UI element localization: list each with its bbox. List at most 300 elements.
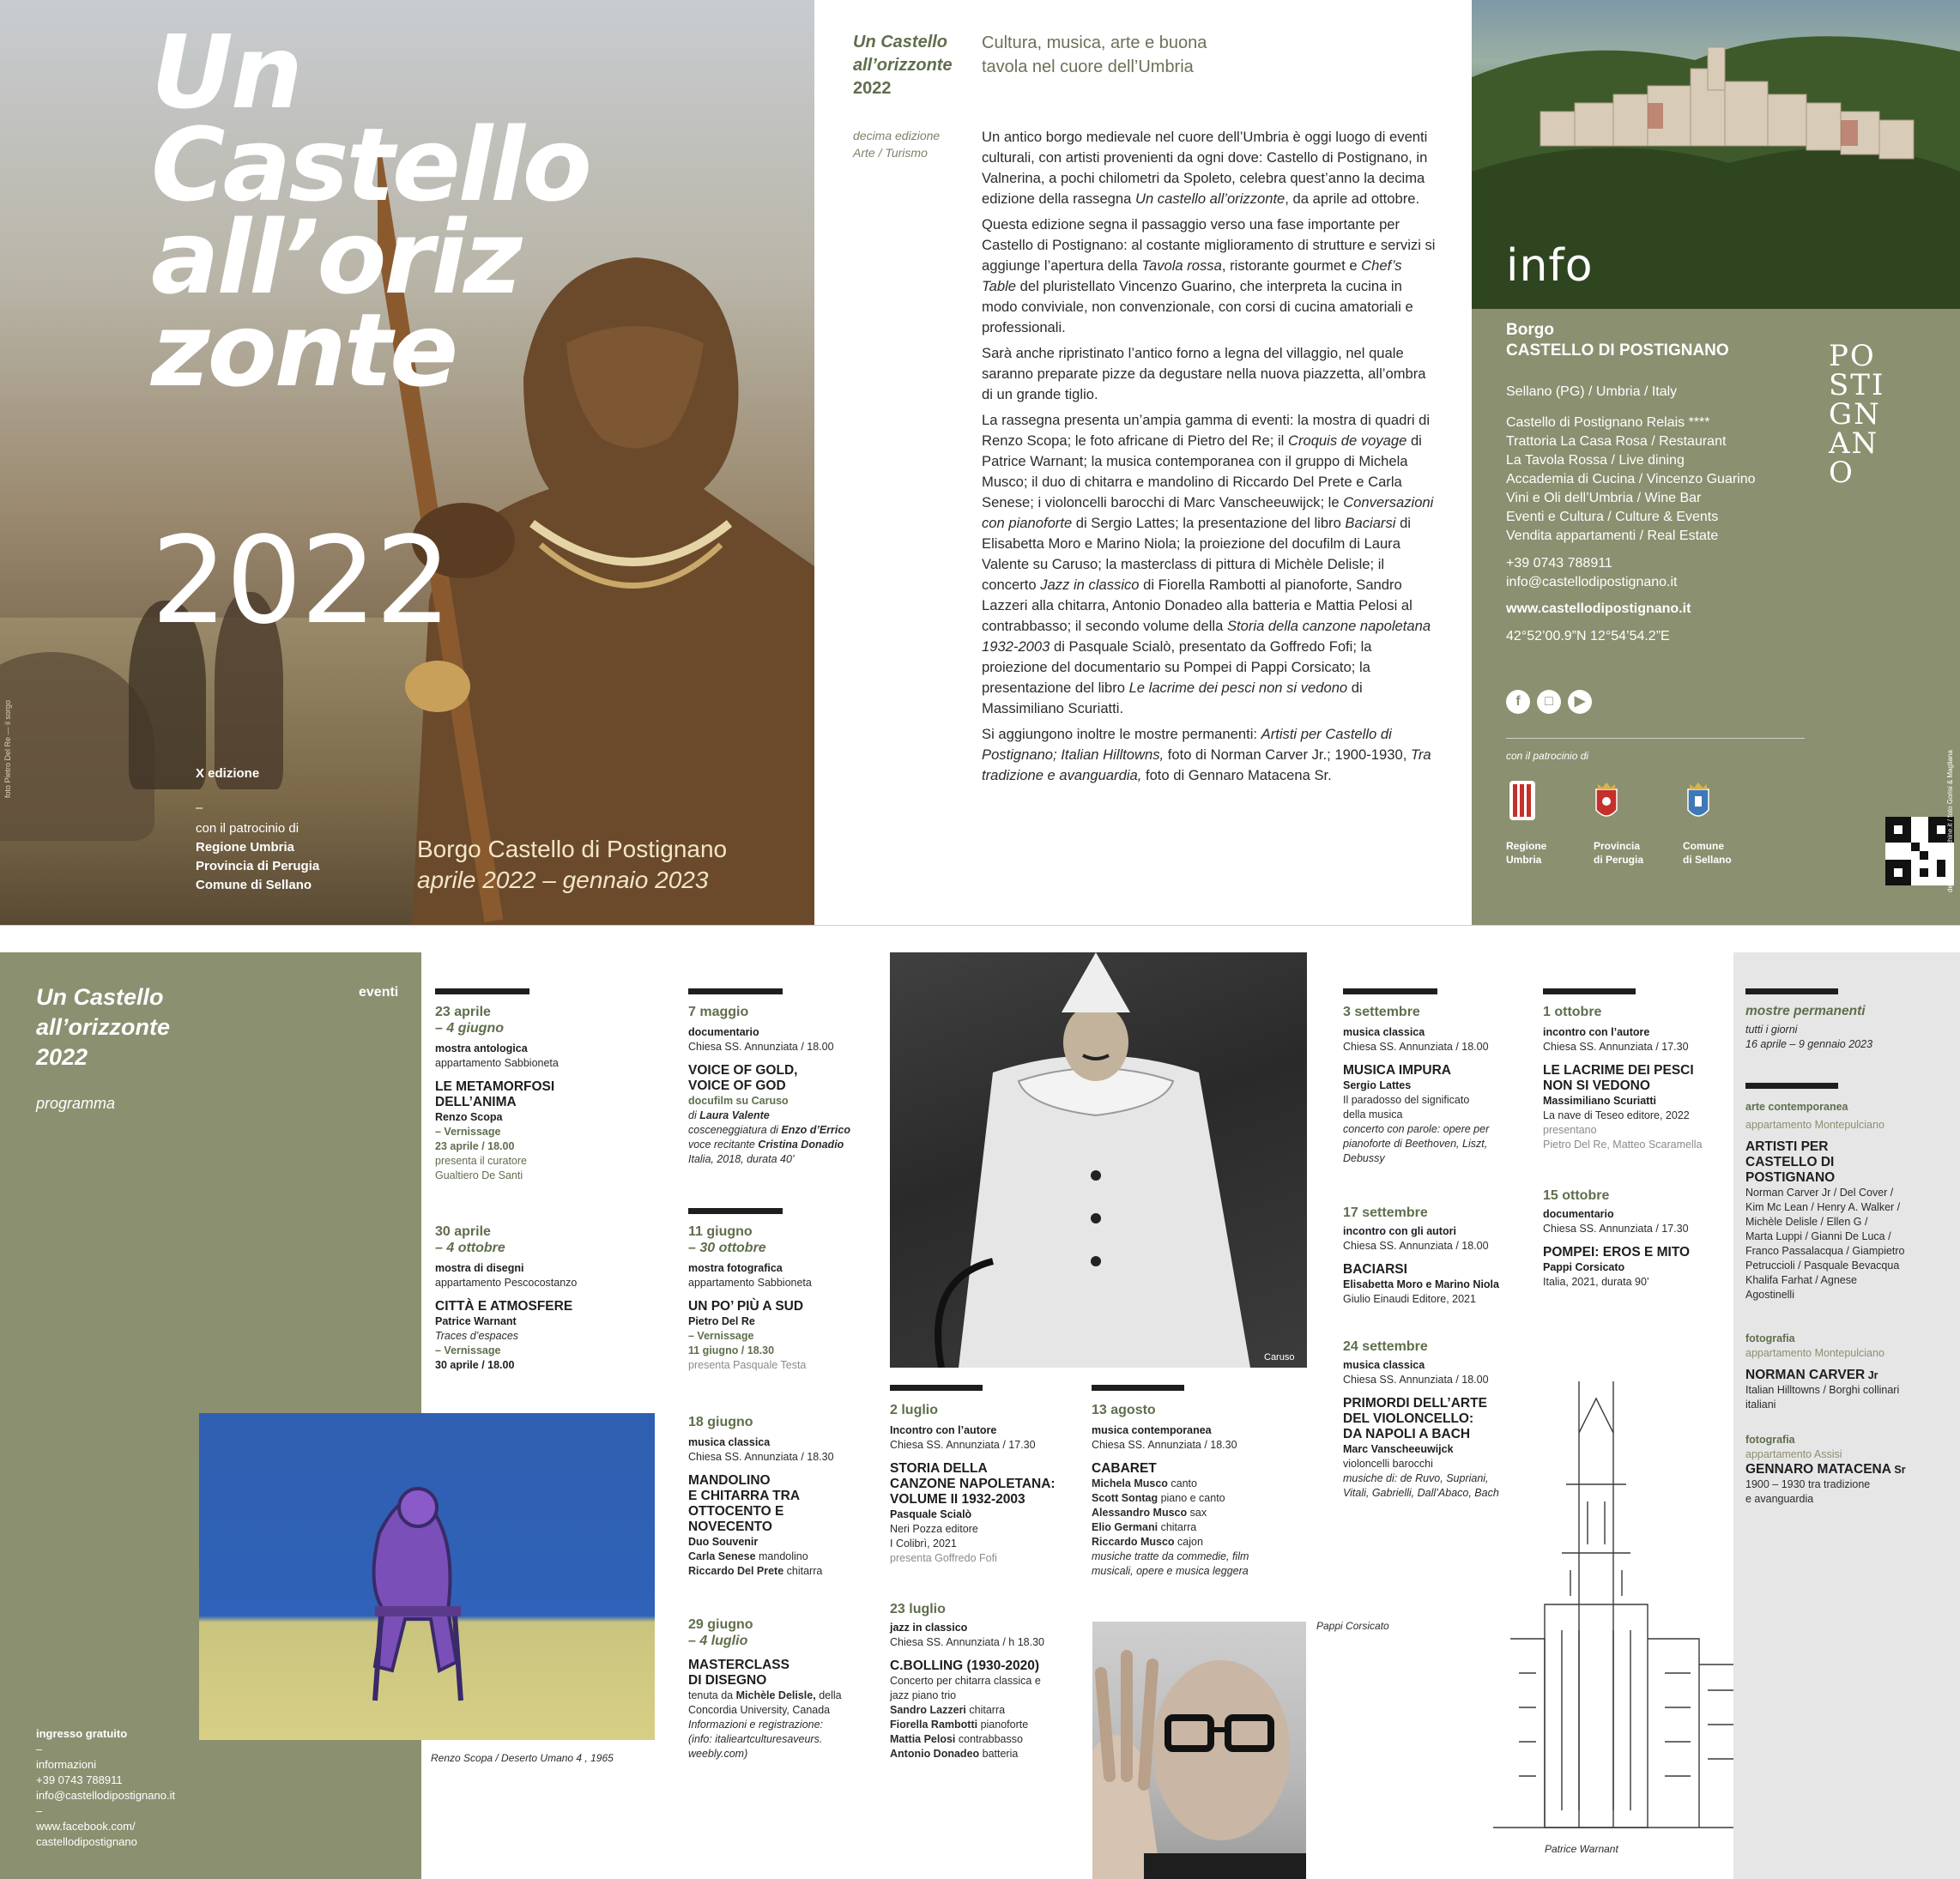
event-card	[435, 1004, 641, 1183]
text: di	[688, 1109, 700, 1121]
intro-edition-line: Arte / Turismo	[853, 146, 928, 160]
crest-label-line: Umbria	[1506, 854, 1542, 866]
event-artist: Pappi Corsicato	[1543, 1261, 1625, 1273]
event-note: Neri Pozza editore	[890, 1523, 978, 1535]
event-place: Chiesa SS. Annunziata / 18.30	[1092, 1439, 1237, 1451]
caruso-photo	[890, 952, 1307, 1368]
performer-role: batteria	[979, 1748, 1019, 1760]
artist-list-line: Norman Carver Jr / Del Cover /	[1745, 1187, 1894, 1199]
cover-place	[417, 834, 727, 896]
event-note	[688, 1123, 886, 1138]
text: di Pasquale Scialò, presentato da Goffredo Fofi; la proiezione del documentario su Pompei di Pappi Corsicato; la presentazione del libro	[982, 638, 1372, 696]
event-title: BACIARSI	[1343, 1262, 1407, 1277]
service-item: Castello di Postignano Relais ****	[1506, 415, 1710, 430]
event-note: presenta Goffredo Fofi	[890, 1552, 997, 1564]
event-info[interactable]: weebly.com)	[688, 1748, 748, 1760]
cover-place-name: Borgo Castello di Postignano	[417, 836, 728, 862]
event-author	[688, 1109, 886, 1123]
event-bar	[1543, 988, 1636, 994]
exhibition-title-suffix: Sr	[1890, 1464, 1906, 1476]
text: Un antico borgo medievale nel cuore dell’Umbria è oggi luogo di eventi culturali, con artisti provenienti da ogni dove: Castello di Postignano, in Valnerina, a pochi chilometri da Spoleto, celebra quest’anno la decima edizione della rassegna	[982, 129, 1428, 207]
performer	[688, 1550, 886, 1564]
event-date: 29 giugno	[688, 1617, 753, 1632]
vernissage-label: – Vernissage	[435, 1126, 501, 1138]
text: voce recitante	[688, 1139, 759, 1151]
event-title-line: CANZONE NAPOLETANA:	[890, 1477, 1056, 1491]
event-note: Pietro Del Re, Matteo Scaramella	[1543, 1139, 1703, 1151]
design-credit: design: aftermachine.it / foto Gorisi & Magliana	[1946, 750, 1954, 892]
text: di Massimiliano Scuriatti.	[982, 680, 1363, 716]
event-date-end: – 30 ottobre	[688, 1241, 766, 1255]
performer-role: chitarra	[1158, 1521, 1197, 1533]
sellano-crest-icon	[1685, 781, 1711, 824]
event-bar	[1092, 1385, 1184, 1391]
text: Si aggiungono inoltre le mostre permanenti:	[982, 726, 1261, 742]
pappi-photo	[1092, 1622, 1306, 1879]
cover-title	[151, 13, 769, 409]
event-card	[688, 1414, 886, 1579]
event-note: concerto con parole: opere per	[1343, 1123, 1490, 1135]
intro-title-line: Un Castello	[853, 33, 948, 51]
permanent-dates: 16 aprile – 9 gennaio 2023	[1745, 1038, 1873, 1050]
event-kind: mostra antologica	[435, 1042, 528, 1054]
cover-photo-credit: foto Pietro Del Re — il sorgo	[3, 699, 12, 798]
text-italic: Croquis de voyage	[1287, 432, 1407, 449]
free-entry: ingresso gratuito	[36, 1727, 128, 1740]
crest-label-line: Regione	[1506, 840, 1547, 852]
event-note: Concerto per chitarra classica e	[890, 1675, 1041, 1687]
event-note: presenta Pasquale Testa	[688, 1359, 807, 1371]
event-title-line: VOLUME II 1932-2003	[890, 1492, 1025, 1507]
crest-label	[1594, 839, 1643, 867]
intro-paragraph	[982, 127, 1437, 209]
event-artist: Marc Vanscheeuwijck	[1343, 1443, 1454, 1455]
performer-name: Sandro Lazzeri	[890, 1704, 966, 1716]
artist-list-line: Khalifa Farhat / Agnese	[1745, 1274, 1857, 1286]
vernissage-date: 30 aprile / 18.00	[435, 1359, 515, 1371]
performer-role: chitarra	[783, 1565, 823, 1577]
service-item: Vini e Oli dell’Umbria / Wine Bar	[1506, 491, 1702, 505]
event-bar	[688, 1208, 783, 1214]
text-italic: Artisti per Castello di Postignano; Italian Hilltowns,	[982, 726, 1392, 763]
event-note: Concordia University, Canada	[688, 1704, 831, 1716]
event-info: Vitali, Gabrielli, Dall’Abaco, Bach	[1343, 1487, 1499, 1499]
event-title: POMPEI: EROS E MITO	[1543, 1245, 1691, 1260]
cover-panel	[0, 0, 814, 925]
performer-name: Elio Germani	[1092, 1521, 1158, 1533]
event-title-line: MASTERCLASS	[688, 1658, 789, 1672]
program-subtitle: programma	[36, 1095, 116, 1112]
event-date: 2 luglio	[890, 1403, 938, 1417]
text-italic: Baciarsi	[1345, 515, 1396, 531]
event-artist: Pietro Del Re	[688, 1315, 755, 1327]
event-date-end: – 4 luglio	[688, 1634, 748, 1648]
page-divider	[0, 925, 1960, 952]
facebook-icon[interactable]: f	[1506, 690, 1530, 714]
event-card	[688, 1004, 886, 1167]
performer-name: Fiorella Rambotti	[890, 1719, 978, 1731]
caruso-caption: Caruso	[1264, 1352, 1295, 1362]
exhibition-place: appartamento Montepulciano	[1745, 1119, 1884, 1131]
cover-patronage-intro: con il patrocinio di	[196, 821, 299, 836]
event-note: presentano	[1543, 1124, 1597, 1136]
artist-list-line: Petruccioli / Pasquale Bevacqua	[1745, 1260, 1900, 1272]
performer-name: Carla Senese	[688, 1550, 756, 1562]
event-note	[688, 1138, 886, 1152]
text: , ristorante gourmet e	[1221, 257, 1362, 274]
exhibition-title-line: CASTELLO DI	[1745, 1155, 1835, 1169]
intro-panel	[814, 0, 1472, 925]
vernissage-label: – Vernissage	[688, 1330, 754, 1342]
event-note: Gualtiero De Santi	[435, 1169, 523, 1181]
program-footer	[36, 1726, 175, 1850]
scopa-painting	[199, 1413, 655, 1740]
text: di Patrice Warnant; la musica contemporanea con il gruppo di Michela Musco; il duo di chitarra e mandolino di Riccardo Del Prete e Carla Senese; i violoncelli barocchi di Marc Vanscheeuwijck; le	[982, 432, 1422, 511]
postignano-logo-text: POSTIGNANO	[1829, 339, 1885, 490]
intro-title	[853, 31, 953, 100]
event-date: 11 giugno	[688, 1224, 753, 1239]
event-kind: jazz in classico	[890, 1622, 968, 1634]
performer	[890, 1718, 1080, 1732]
footer-phone[interactable]: +39 0743 788911	[36, 1773, 123, 1786]
event-place: appartamento Pescocostanzo	[435, 1277, 578, 1289]
event-place: Chiesa SS. Annunziata / 17.30	[1543, 1041, 1689, 1053]
event-note: della musica	[1343, 1109, 1403, 1121]
event-kind: musica classica	[1343, 1359, 1425, 1371]
exhibition-title-text: NORMAN CARVER	[1745, 1368, 1866, 1382]
event-place: appartamento Sabbioneta	[435, 1057, 559, 1069]
text: tenuta da	[688, 1689, 736, 1701]
umbria-crest-icon	[1509, 781, 1535, 824]
exhibition-kind: fotografia	[1745, 1332, 1795, 1344]
event-place: Chiesa SS. Annunziata / 18.00	[1343, 1240, 1489, 1252]
event-title-line: DA NAPOLI A BACH	[1343, 1427, 1471, 1441]
text: della	[815, 1689, 842, 1701]
crest-perugia	[1594, 781, 1619, 828]
event-card	[688, 1616, 886, 1761]
vernissage-date: 11 giugno / 18.30	[688, 1344, 775, 1356]
pierrot-illustration	[890, 952, 1307, 1368]
event-divider	[688, 988, 783, 994]
service-item: Vendita appartamenti / Real Estate	[1506, 529, 1719, 543]
intro-subtitle: Cultura, musica, arte e buona tavola nel cuore dell’Umbria	[982, 33, 1207, 76]
text-italic: Conversazioni con pianoforte	[982, 494, 1434, 531]
event-date: 18 giugno	[688, 1415, 753, 1429]
event-info: Informazioni e registrazione:	[688, 1719, 824, 1731]
event-date: 23 aprile	[435, 1005, 491, 1019]
event-kind: musica classica	[1343, 1026, 1425, 1038]
vernissage-date: 23 aprile / 18.00	[435, 1140, 515, 1152]
exhibition-title-text: GENNARO MATACENA	[1745, 1462, 1891, 1477]
cover-patron: Regione Umbria	[196, 840, 295, 855]
event-info: musiche tratte da commedie, film	[1092, 1550, 1249, 1562]
event-date: 24 settembre	[1343, 1339, 1428, 1354]
intro-paragraph	[982, 214, 1437, 338]
text: Questa edizione segna il passaggio verso una fase importante per Castello di Postignano: al costante miglioramento di strutture e servizi si aggiunge l’apertura della	[982, 216, 1436, 274]
event-note	[688, 1689, 886, 1703]
footer-facebook[interactable]: www.facebook.com/	[36, 1820, 136, 1833]
exhibition-title-suffix: Jr	[1865, 1369, 1878, 1381]
info-name: CASTELLO DI POSTIGNANO	[1506, 341, 1729, 359]
event-place: Chiesa SS. Annunziata / 17.30	[1543, 1223, 1689, 1235]
exhibition-note: e avanguardia	[1745, 1493, 1814, 1505]
info-phone[interactable]: +39 0743 788911	[1506, 556, 1612, 571]
event-date: 3 settembre	[1343, 1005, 1420, 1019]
text: del pluristellato Vincenzo Guarino, che interpreta la cucina in modo conviviale, non convenzionale, con corsi di cucina amatoriali e professionali.	[982, 278, 1413, 335]
performer-name: Scott Sontag	[1092, 1492, 1158, 1504]
performer	[1092, 1506, 1291, 1520]
event-bar	[1745, 988, 1838, 994]
event-info: pianoforte di Beethoven, Liszt,	[1343, 1138, 1488, 1150]
artist-list-line: Agostinelli	[1745, 1289, 1794, 1301]
event-divider	[1543, 988, 1636, 994]
info-website[interactable]: www.castellodipostignano.it	[1506, 601, 1691, 616]
event-place: Chiesa SS. Annunziata / 18.00	[1343, 1374, 1489, 1386]
text: La rassegna presenta un’ampia gamma di eventi: la mostra di quadri di Renzo Scopa; le foto africane di Pietro del Re; il	[982, 412, 1431, 449]
event-card	[688, 1223, 886, 1373]
cover-title-line: Un	[151, 13, 300, 131]
events-label: eventi	[359, 985, 399, 1000]
program-title-line: all’orizzonte	[36, 1014, 171, 1040]
event-title-line: VOICE OF GOLD,	[688, 1063, 798, 1078]
painting-caption: Renzo Scopa / Deserto Umano 4 , 1965	[431, 1752, 614, 1764]
instagram-icon[interactable]: □	[1537, 690, 1561, 714]
event-note: jazz piano trio	[890, 1689, 957, 1701]
text: di Elisabetta Moro e Marino Niola; la proiezione del docufilm di Laura Valente su Caruso; la masterclass di pittura di Michèle Delisle; il concerto	[982, 515, 1411, 593]
text-italic: Chef’s Table	[982, 257, 1402, 294]
intro-title-year: 2022	[853, 79, 892, 98]
event-title-line: DI DISEGNO	[688, 1673, 767, 1688]
intro-paragraph	[982, 724, 1437, 786]
artist-list-line: Kim Mc Lean / Henry A. Walker /	[1745, 1201, 1901, 1213]
event-bar	[1343, 988, 1437, 994]
info-panel	[1472, 0, 1960, 925]
info-coordinates: 42°52’00.9”N 12°54’54.2”E	[1506, 629, 1670, 643]
event-card	[1543, 1004, 1732, 1152]
event-title-line: DEL VIOLONCELLO:	[1343, 1411, 1474, 1426]
info-location: Sellano (PG) / Umbria / Italy	[1506, 384, 1678, 399]
performer-role: chitarra	[965, 1704, 1006, 1716]
performer	[1092, 1520, 1291, 1535]
event-divider	[1092, 1385, 1184, 1391]
event-kind: Incontro con l’autore	[890, 1424, 997, 1436]
performer	[1092, 1491, 1291, 1506]
crest-umbria	[1509, 781, 1535, 828]
exhibition-note: Italian Hilltowns / Borghi collinari	[1745, 1384, 1900, 1396]
crest-label-line: Provincia	[1594, 840, 1641, 852]
cover-year: 2022	[151, 511, 451, 651]
event-note: Italia, 2018, durata 40’	[688, 1153, 795, 1165]
event-note: presenta il curatore	[435, 1155, 528, 1167]
event-card	[1543, 1187, 1732, 1290]
event-place: appartamento Sabbioneta	[688, 1277, 812, 1289]
event-title: CITTÀ E ATMOSFERE	[435, 1299, 573, 1314]
event-kind: incontro con l’autore	[1543, 1026, 1650, 1038]
exhibition-note: italiani	[1745, 1399, 1776, 1411]
service-item: Eventi e Cultura / Culture & Events	[1506, 510, 1719, 524]
event-title-line: LE LACRIME DEI PESCI	[1543, 1063, 1694, 1078]
event-bar	[1745, 1083, 1838, 1089]
intro-paragraph: Sarà anche ripristinato l’antico forno a legna del villaggio, nel quale saranno preparate pizze da degustare nella nuova piazzetta, all’ombra di un grande tiglio.	[982, 345, 1426, 402]
event-artist: Patrice Warnant	[435, 1315, 517, 1327]
exhibition-kind: fotografia	[1745, 1434, 1795, 1446]
event-place: Chiesa SS. Annunziata / 17.30	[890, 1439, 1036, 1451]
youtube-icon[interactable]: ▶	[1568, 690, 1592, 714]
permanent-header	[1745, 1004, 1951, 1052]
event-place: Chiesa SS. Annunziata / 18.00	[1343, 1041, 1489, 1053]
event-kind: documentario	[688, 1026, 759, 1038]
artist-list-line: Franco Passalacqua / Giampietro	[1745, 1245, 1905, 1257]
event-card	[435, 1223, 641, 1373]
cover-edition: X edizione	[196, 766, 260, 781]
event-artist: Massimiliano Scuriatti	[1543, 1095, 1656, 1107]
performer-name: Alessandro Musco	[1092, 1507, 1188, 1519]
performer	[890, 1703, 1080, 1718]
event-bar	[890, 1385, 983, 1391]
text-bold: Michèle Delisle,	[735, 1689, 816, 1701]
event-info: Debussy	[1343, 1152, 1385, 1164]
seated-figure-illustration	[199, 1413, 655, 1740]
artist-list-line: Michèle Delisle / Ellen G /	[1745, 1216, 1868, 1228]
program-title-line: 2022	[36, 1044, 88, 1070]
event-date: 15 ottobre	[1543, 1188, 1610, 1203]
info-email[interactable]: info@castellodipostignano.it	[1506, 575, 1678, 589]
event-card	[1092, 1402, 1291, 1579]
pappi-caption: Pappi Corsicato	[1316, 1620, 1389, 1632]
event-divider	[1745, 1083, 1838, 1089]
event-card	[890, 1402, 1080, 1566]
permanent-exhibitions-panel	[1733, 952, 1960, 1879]
exhibition-kind: arte contemporanea	[1745, 1101, 1848, 1113]
event-title: C.BOLLING (1930-2020)	[890, 1658, 1039, 1673]
sketch-caption: Patrice Warnant	[1545, 1843, 1618, 1855]
exhibition-place: appartamento Montepulciano	[1745, 1347, 1884, 1359]
performer-role: canto	[1167, 1477, 1197, 1489]
event-bar	[435, 988, 529, 994]
event-info[interactable]: (info: italieartculturesaveurs.	[688, 1733, 823, 1745]
cover-title-line: all’oriz	[151, 198, 520, 317]
event-divider	[890, 1385, 983, 1391]
text-italic: Un castello all’orizzonte	[1134, 190, 1285, 207]
intro-paragraph	[982, 410, 1437, 719]
event-note: Giulio Einaudi Editore, 2021	[1343, 1293, 1476, 1305]
info-services	[1506, 414, 1756, 546]
cover-title-line: zonte	[151, 291, 457, 409]
event-title-line: MANDOLINO	[688, 1473, 771, 1488]
event-date: 1 ottobre	[1543, 1005, 1602, 1019]
event-title: MUSICA IMPURA	[1343, 1063, 1452, 1078]
event-kind: incontro con gli autori	[1343, 1225, 1456, 1237]
qr-code[interactable]	[1885, 817, 1954, 885]
text: di Sergio Lattes; la presentazione del libro	[1072, 515, 1346, 531]
event-kind: mostra di disegni	[435, 1262, 524, 1274]
event-divider	[688, 1208, 783, 1214]
event-date: 23 luglio	[890, 1602, 946, 1616]
event-title-line: OTTOCENTO E	[688, 1504, 784, 1519]
text-italic: Le lacrime dei pesci non si vedono	[1128, 680, 1348, 696]
event-subtitle: Traces d’espaces	[435, 1330, 519, 1342]
footer-facebook[interactable]: castellodipostignano	[36, 1835, 137, 1848]
event-bar	[688, 988, 783, 994]
text-bold: Cristina Donadio	[758, 1139, 844, 1151]
event-card	[1343, 1205, 1536, 1307]
performer-name: Riccardo Musco	[1092, 1536, 1175, 1548]
crest-label	[1506, 839, 1546, 867]
info-borgo: Borgo	[1506, 321, 1554, 339]
performer-name: Riccardo Del Prete	[688, 1565, 784, 1577]
performer-role: sax	[1187, 1507, 1207, 1519]
portrait-illustration	[1092, 1622, 1306, 1879]
intro-body	[982, 127, 1437, 791]
event-divider	[1745, 988, 1838, 994]
postignano-logo	[1829, 339, 1925, 490]
exhibition-title-line: ARTISTI PER	[1745, 1139, 1829, 1154]
service-item: La Tavola Rossa / Live dining	[1506, 453, 1685, 468]
event-title-line: LE METAMORFOSI	[435, 1079, 555, 1094]
event-divider	[1343, 988, 1437, 994]
permanent-exhibition	[1745, 1100, 1951, 1302]
exhibition-title-line: POSTIGNANO	[1745, 1170, 1836, 1185]
text: di Fiorella Rambotti al pianoforte, Sandro Lazzeri alla chitarra, Antonio Donadeo alla batteria e Mattia Pelosi al contrabbasso; il secondo volume della	[982, 577, 1413, 634]
event-divider	[435, 988, 529, 994]
text-italic: Tra tradizione e avanguardia,	[982, 746, 1431, 783]
performer-role: contrabbasso	[955, 1733, 1023, 1745]
info-rule	[1506, 738, 1805, 739]
event-place: Chiesa SS. Annunziata / 18.30	[688, 1451, 834, 1463]
program-title	[36, 982, 170, 1072]
intro-edition	[853, 127, 940, 161]
permanent-exhibition	[1745, 1332, 1951, 1412]
event-artist: Elisabetta Moro e Marino Niola	[1343, 1278, 1499, 1290]
event-kind: musica contemporanea	[1092, 1424, 1212, 1436]
exhibition-title	[1745, 1368, 1951, 1383]
permanent-title: mostre permanenti	[1745, 1004, 1866, 1018]
text-italic: Storia della canzone napoletana 1932-2003	[982, 618, 1431, 655]
crest-label	[1683, 839, 1732, 867]
event-artist: Renzo Scopa	[435, 1111, 503, 1123]
text-italic: Jazz in classico	[1040, 577, 1140, 593]
event-artist: Sergio Lattes	[1343, 1079, 1412, 1091]
perugia-crest-icon	[1594, 781, 1619, 824]
text-italic: Tavola rossa	[1141, 257, 1222, 274]
performer-role: cajon	[1174, 1536, 1203, 1548]
crest-sellano	[1685, 781, 1711, 828]
dash: –	[36, 1743, 43, 1755]
event-title-line: PRIMORDI DELL’ARTE	[1343, 1396, 1487, 1411]
event-kind: documentario	[1543, 1208, 1614, 1220]
event-subtitle: docufilm su Caruso	[688, 1095, 789, 1107]
crest-label-line: di Perugia	[1594, 854, 1644, 866]
event-title-line: VOICE OF GOD	[688, 1078, 786, 1093]
vernissage-label: – Vernissage	[435, 1344, 501, 1356]
event-date: 30 aprile	[435, 1224, 491, 1239]
event-date-end: – 4 ottobre	[435, 1241, 505, 1255]
performer	[1092, 1535, 1291, 1550]
cover-dash: –	[196, 801, 203, 815]
text: , da aprile ad ottobre.	[1285, 190, 1420, 207]
performer-role: mandolino	[755, 1550, 808, 1562]
footer-email[interactable]: info@castellodipostignano.it	[36, 1789, 176, 1802]
artist-list-line: Marta Luppi / Gianni De Luca /	[1745, 1230, 1891, 1242]
event-info: musicali, opere e musica leggera	[1092, 1565, 1249, 1577]
event-title-line: NOVECENTO	[688, 1520, 772, 1534]
cover-patron: Comune di Sellano	[196, 878, 312, 892]
performer	[688, 1564, 886, 1579]
program-title-line: Un Castello	[36, 984, 164, 1010]
permanent-exhibition	[1745, 1433, 1951, 1507]
event-title-line: DELL’ANIMA	[435, 1095, 517, 1109]
service-item: Trattoria La Casa Rosa / Restaurant	[1506, 434, 1727, 449]
